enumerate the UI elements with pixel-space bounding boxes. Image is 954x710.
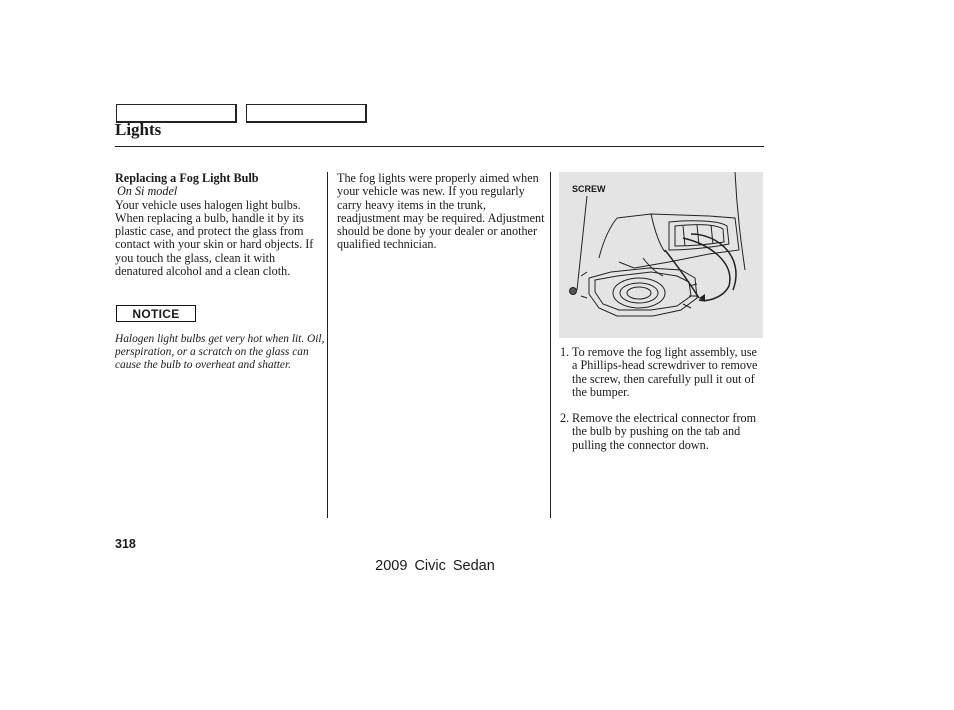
fog-light-drawing <box>559 172 763 338</box>
notice-label: NOTICE <box>116 305 196 322</box>
middle-body-text: The fog lights were properly aimed when your vehicle was new. If you regularly carry heavy items in the trunk, readjustment may be required. Adjustment should be done by your dealer or another qualified technician. <box>337 171 545 252</box>
column-divider-2 <box>550 172 551 518</box>
title-rule <box>115 146 764 147</box>
page-title: Lights <box>115 120 162 139</box>
step-1-text: To remove the fog light assembly, use a Phillips-head screwdriver to remove the screw, then carefully pull it out of the bumper. <box>572 345 758 399</box>
left-body-text: Your vehicle uses halogen light bulbs. When replacing a bulb, handle it by its plastic case, and protect the glass from contact with your skin or hard objects. If you touch the glass, clean it with denatured alcohol and a clean cloth. <box>115 197 314 279</box>
footer-model: 2009 Civic Sedan <box>375 558 495 574</box>
column-divider-1 <box>327 172 328 518</box>
section-heading: Replacing a Fog Light Bulb <box>115 171 259 185</box>
left-column <box>115 172 323 278</box>
page-number: 318 <box>115 537 136 551</box>
step-1-number: 1. <box>560 345 570 359</box>
step-2 <box>560 412 765 452</box>
step-2-text: Remove the electrical connector from the bulb by pushing on the tab and pulling the connector down. <box>572 411 757 452</box>
middle-column <box>337 172 545 252</box>
figure-label-screw: SCREW <box>572 184 606 194</box>
step-2-number: 2. <box>560 411 570 426</box>
fog-light-illustration <box>559 172 763 338</box>
instruction-steps <box>560 346 765 465</box>
section-subheading: On Si model <box>117 184 178 199</box>
notice-text: Halogen light bulbs get very hot when lit. Oil, perspiration, or a scratch on the glass can cause the bulb to overheat and shatter. <box>115 333 325 372</box>
nav-tab-2[interactable] <box>246 104 367 123</box>
step-1 <box>560 346 765 399</box>
